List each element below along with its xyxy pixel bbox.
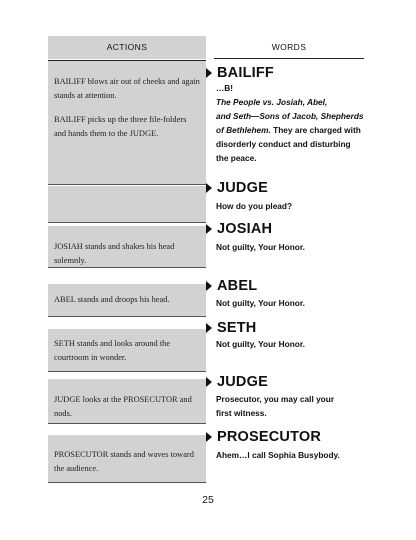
triangle-arrow-icon [206, 183, 212, 193]
speaker-block [206, 276, 257, 296]
action-text: PROSECUTOR stands and waves toward [54, 450, 194, 459]
triangle-arrow-icon [206, 224, 212, 234]
action-text: SETH stands and looks around the [54, 339, 171, 348]
triangle-arrow-icon [206, 68, 212, 78]
action-cell-seth [48, 329, 206, 372]
action-cell-josiah [48, 226, 206, 268]
actions-column-header: ACTIONS [48, 36, 206, 59]
dialogue [216, 199, 376, 213]
dialogue [216, 337, 376, 351]
action-cell-abel [48, 284, 206, 317]
dialogue-line: Not guilty, Your Honor. [216, 339, 305, 349]
action-text: courtroom in wonder. [54, 353, 127, 362]
dialogue-fragment: They are charged with [273, 125, 361, 135]
dialogue [216, 240, 376, 254]
triangle-arrow-icon [206, 323, 212, 333]
speaker-name: JUDGE [217, 374, 268, 390]
speaker-block [206, 427, 321, 447]
action-cell-judge [48, 379, 206, 424]
dialogue [216, 81, 386, 165]
speaker-name: ABEL [217, 278, 258, 294]
action-cell-empty [48, 186, 206, 223]
speaker-block [206, 372, 268, 392]
speaker-name: JOSIAH [217, 221, 273, 237]
dialogue-line: Ahem…I call Sophia Busybody. [216, 450, 340, 460]
speaker-block [206, 63, 274, 83]
triangle-arrow-icon [206, 281, 212, 291]
dialogue-line: first witness. [216, 408, 267, 418]
triangle-arrow-icon [206, 377, 212, 387]
dialogue-line: and Seth—Sons of Jacob, Shepherds [216, 111, 364, 121]
words-column-header: WORDS [214, 36, 364, 59]
action-cell-prosecutor [48, 435, 206, 483]
action-text: ABEL stands and droops his head. [54, 295, 170, 304]
action-cell-bailiff [48, 61, 206, 185]
dialogue-line: Prosecutor, you may call your [216, 394, 335, 404]
dialogue [216, 392, 376, 420]
dialogue-line: How do you plead? [216, 201, 293, 211]
action-text: the audience. [54, 464, 99, 473]
dialogue-line: Not guilty, Your Honor. [216, 242, 305, 252]
dialogue-line: disorderly conduct and disturbing [216, 139, 351, 149]
dialogue-line: The People vs. Josiah, Abel, [216, 97, 328, 107]
dialogue-line: Not guilty, Your Honor. [216, 298, 305, 308]
speaker-name: JUDGE [217, 180, 268, 196]
action-text: BAILIFF picks up the three file-folders and hands them to the JUDGE. [54, 115, 187, 138]
action-text: BAILIFF blows air out of cheeks and again stands at attention. [54, 77, 200, 100]
speaker-block [206, 318, 256, 338]
action-text: JOSIAH stands and shakes his head solemnly. [54, 242, 175, 265]
action-text: JUDGE looks at the PROSECUTOR and nods. [54, 395, 192, 418]
speaker-name: PROSECUTOR [217, 429, 322, 445]
dialogue [216, 296, 376, 310]
dialogue [216, 448, 376, 462]
dialogue-fragment: of Bethlehem. [216, 125, 271, 135]
dialogue-line: the peace. [216, 153, 257, 163]
dialogue-line: …B! [216, 83, 234, 93]
page-number: 25 [202, 494, 214, 506]
speaker-name: SETH [217, 320, 257, 336]
speaker-block [206, 178, 268, 198]
speaker-name: BAILIFF [217, 65, 274, 81]
triangle-arrow-icon [206, 432, 212, 442]
speaker-block [206, 219, 272, 239]
dialogue-line [216, 123, 386, 137]
